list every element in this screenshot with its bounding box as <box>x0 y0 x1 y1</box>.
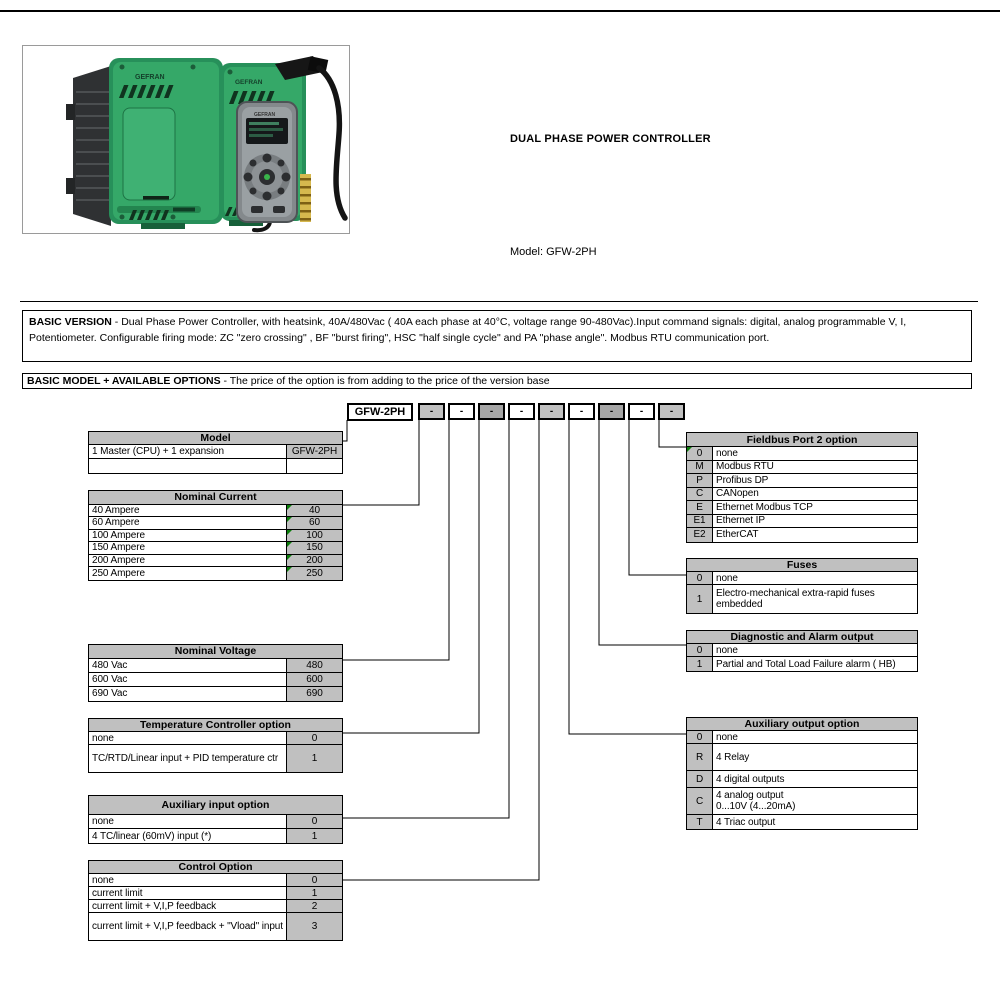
option-label: CANopen <box>716 488 759 500</box>
comment-flag-icon <box>287 517 292 522</box>
option-code: C <box>687 788 713 814</box>
table-title: Nominal Voltage <box>89 645 342 659</box>
option-code: 480 <box>286 659 342 672</box>
option-code: 1 <box>286 829 342 843</box>
option-code: 690 <box>286 687 342 701</box>
option-code: 0 <box>687 447 713 460</box>
option-code: 60 <box>286 517 342 529</box>
option-code: P <box>687 474 713 487</box>
option-row <box>687 528 917 542</box>
option-code: D <box>687 771 713 787</box>
option-code: 0 <box>687 731 713 743</box>
option-label: none <box>716 644 738 656</box>
connector-line <box>629 420 686 575</box>
options-bar-heading: BASIC MODEL + AVAILABLE OPTIONS <box>27 375 221 387</box>
option-label: EtherCAT <box>716 529 759 541</box>
option-label: Ethernet Modbus TCP <box>716 501 813 513</box>
table-fuses <box>686 558 918 614</box>
basic-version-body: - Dual Phase Power Controller, with heatsink, 40A/480Vac ( 40A each phase at 40°C, voltage range 90-480Vac).Input command signals: digital, analog programmable V, I, Potentiometer. Configurable firing mode: ZC "zero crossing" , BF "burst firing", HSC "half single cycle" and PA "phase angle". Modbus RTU communication port. <box>29 316 907 344</box>
option-label: Partial and Total Load Failure alarm ( HB) <box>716 658 896 670</box>
option-label: current limit <box>92 887 143 899</box>
option-code: E <box>687 501 713 514</box>
base-code-box: GFW-2PH <box>347 403 413 421</box>
option-row <box>89 815 342 829</box>
comment-flag-icon <box>287 542 292 547</box>
model-label: Model: GFW-2PH <box>510 246 597 258</box>
option-row <box>89 887 342 900</box>
option-code <box>286 459 342 473</box>
comment-flag-icon <box>687 447 692 452</box>
brand-text: GEFRAN <box>235 79 263 86</box>
option-row <box>89 732 342 745</box>
table-auxiliary-output <box>686 717 918 830</box>
option-label: 150 Ampere <box>92 542 145 554</box>
option-label: 200 Ampere <box>92 554 145 566</box>
table-title: Control Option <box>89 861 342 874</box>
option-row <box>89 542 342 555</box>
option-code: 1 <box>286 745 342 772</box>
table-title: Auxiliary input option <box>89 796 342 815</box>
table-title: Model <box>89 432 342 445</box>
option-label: 250 Ampere <box>92 567 145 579</box>
option-code: 40 <box>286 505 342 517</box>
option-label: current limit + V,I,P feedback + "Vload" input <box>92 921 283 932</box>
option-row <box>89 745 342 772</box>
option-row <box>687 771 917 788</box>
option-label: 40 Ampere <box>92 504 140 516</box>
code-placeholder-box: - <box>478 403 505 420</box>
table-title: Temperature Controller option <box>89 719 342 732</box>
option-label: none <box>92 874 114 886</box>
option-row <box>89 459 342 473</box>
option-label: Ethernet IP <box>716 515 765 527</box>
table-fieldbus-port-2 <box>686 432 918 543</box>
option-code: 0 <box>687 572 713 584</box>
option-row <box>687 657 917 671</box>
option-code: 600 <box>286 673 342 686</box>
option-code: 250 <box>286 567 342 580</box>
option-row <box>687 644 917 657</box>
option-row <box>89 673 342 687</box>
option-row <box>687 744 917 771</box>
option-label: 4 analog output 0...10V (4...20mA) <box>716 790 796 812</box>
option-code: C <box>687 488 713 501</box>
option-code: 0 <box>286 815 342 828</box>
option-row <box>687 585 917 613</box>
option-label: Profibus DP <box>716 474 769 486</box>
option-row <box>89 687 342 701</box>
connector-line <box>569 420 686 734</box>
connector-line <box>341 420 449 660</box>
table-nominal-voltage <box>88 644 343 702</box>
connector-line <box>341 420 479 733</box>
option-row <box>89 567 342 580</box>
option-label: Modbus RTU <box>716 461 774 473</box>
option-label: TC/RTD/Linear input + PID temperature ctr <box>92 753 279 764</box>
option-row <box>89 900 342 913</box>
option-row <box>687 572 917 585</box>
option-code: 3 <box>286 913 342 940</box>
connector-line <box>659 420 686 447</box>
option-code: 1 <box>687 657 713 671</box>
option-code: T <box>687 815 713 829</box>
option-row <box>687 447 917 461</box>
option-code: R <box>687 744 713 770</box>
option-label: 4 Relay <box>716 751 750 763</box>
option-label: 100 Ampere <box>92 529 145 541</box>
table-title: Diagnostic and Alarm output <box>687 631 917 644</box>
code-placeholder-box: - <box>508 403 535 420</box>
table-auxiliary-input <box>88 795 343 844</box>
comment-flag-icon <box>287 530 292 535</box>
table-temperature-controller <box>88 718 343 773</box>
option-row <box>89 505 342 518</box>
option-row <box>89 445 342 459</box>
document-title: DUAL PHASE POWER CONTROLLER <box>510 133 711 145</box>
option-code: M <box>687 461 713 474</box>
option-row <box>687 501 917 515</box>
connector-line <box>341 420 419 505</box>
option-row <box>89 555 342 568</box>
code-placeholder-box: - <box>568 403 595 420</box>
option-label: 4 digital outputs <box>716 773 785 785</box>
option-label: 4 Triac output <box>716 816 776 828</box>
option-label: none <box>92 816 114 827</box>
option-row <box>687 788 917 815</box>
option-row <box>89 874 342 887</box>
brand-text: GEFRAN <box>135 74 165 81</box>
option-code: 150 <box>286 542 342 554</box>
option-label: none <box>92 732 114 744</box>
option-code: 100 <box>286 530 342 542</box>
table-nominal-current <box>88 490 343 581</box>
option-label <box>89 459 286 473</box>
option-label: 60 Ampere <box>92 517 140 529</box>
basic-version-heading: BASIC VERSION <box>29 316 112 328</box>
option-row <box>687 488 917 502</box>
option-code: 0 <box>687 644 713 656</box>
option-label: none <box>716 731 738 743</box>
option-row <box>687 461 917 475</box>
option-code: 200 <box>286 555 342 567</box>
option-code: E2 <box>687 528 713 542</box>
option-label: Electro-mechanical extra-rapid fuses embedded <box>716 588 875 610</box>
table-model <box>88 431 343 474</box>
option-label: none <box>716 572 738 584</box>
option-row <box>89 530 342 543</box>
option-row <box>89 913 342 940</box>
code-placeholder-box: - <box>628 403 655 420</box>
option-code: 1 <box>286 887 342 899</box>
option-code: 1 <box>687 585 713 613</box>
option-row <box>687 731 917 744</box>
option-row <box>89 659 342 673</box>
option-code: GFW-2PH <box>286 445 342 458</box>
option-label: 690 Vac <box>92 688 128 699</box>
comment-flag-icon <box>287 555 292 560</box>
option-label: 4 TC/linear (60mV) input (*) <box>92 830 212 842</box>
option-code: 0 <box>286 874 342 886</box>
table-title: Auxiliary output option <box>687 718 917 731</box>
code-placeholder-box: - <box>538 403 565 420</box>
option-row <box>687 515 917 529</box>
code-placeholder-box: - <box>448 403 475 420</box>
table-control-option <box>88 860 343 941</box>
option-label: 1 Master (CPU) + 1 expansion <box>92 446 224 457</box>
connector-line <box>599 420 686 645</box>
option-label: current limit + V,I,P feedback <box>92 900 217 912</box>
table-title: Fuses <box>687 559 917 572</box>
option-label: 600 Vac <box>92 673 128 685</box>
option-code: 2 <box>286 900 342 912</box>
connector-line <box>341 420 509 818</box>
table-diagnostic-alarm <box>686 630 918 672</box>
option-code: E1 <box>687 515 713 528</box>
code-placeholder-box: - <box>658 403 685 420</box>
table-title: Nominal Current <box>89 491 342 505</box>
comment-flag-icon <box>287 567 292 572</box>
option-row <box>687 815 917 829</box>
comment-flag-icon <box>287 505 292 510</box>
option-row <box>89 829 342 843</box>
code-placeholder-box: - <box>418 403 445 420</box>
option-label: none <box>716 447 738 459</box>
options-bar-body: - The price of the option is from adding to the price of the version base <box>220 375 550 387</box>
code-placeholder-box: - <box>598 403 625 420</box>
option-code: 0 <box>286 732 342 744</box>
option-label: 480 Vac <box>92 659 128 671</box>
brand-text: GEFRAN <box>254 112 276 118</box>
table-title: Fieldbus Port 2 option <box>687 433 917 447</box>
option-row <box>89 517 342 530</box>
option-row <box>687 474 917 488</box>
